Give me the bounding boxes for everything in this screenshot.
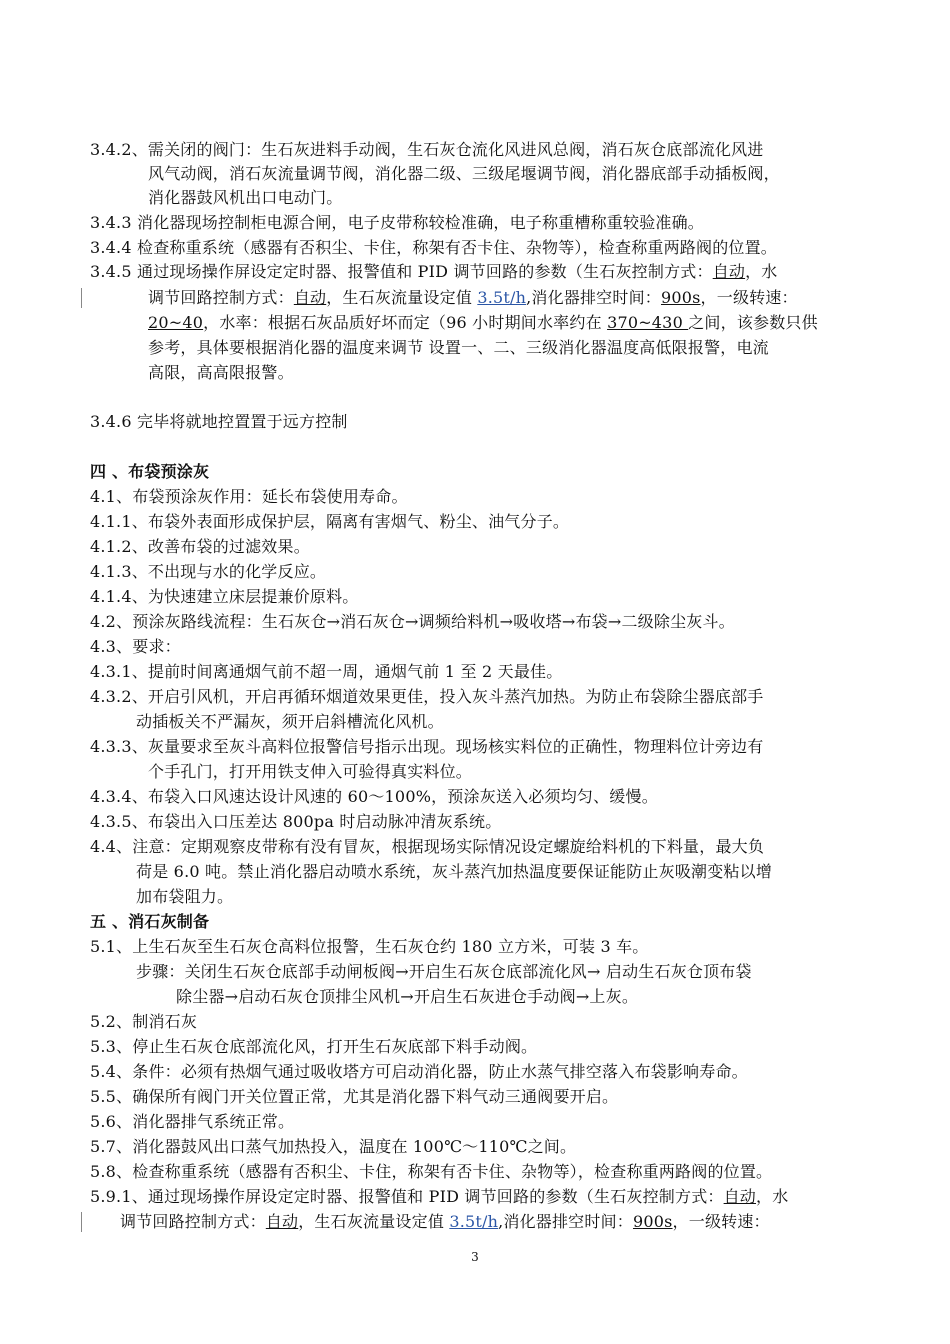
paragraph-line: 除尘器→启动石灰仓顶排尘风机→开启生石灰进仓手动阀→上灰。 xyxy=(176,987,639,1006)
text-run: 之间，该参数只供 xyxy=(688,313,818,332)
paragraph-line: 4.2、预涂灰路线流程：生石灰仓→消石灰仓→调频给料机→吸收塔→布袋→二级除尘灰斗。 xyxy=(90,612,735,631)
paragraph-line: 4.3.5、布袋出入口压差达 800pa 时启动脉冲清灰系统。 xyxy=(90,812,502,831)
paragraph-line: 5.8、检查称重系统（感器有否积尘、卡住，称架有否卡住、杂物等），检查称重两路阀的位置。 xyxy=(90,1162,773,1181)
paragraph-line: 高限，高高限报警。 xyxy=(148,363,294,382)
section-heading: 五 、消石灰制备 xyxy=(90,912,210,931)
paragraph-line: 5.2、制消石灰 xyxy=(90,1012,198,1031)
flow-setpoint-link[interactable]: 3.5t/h xyxy=(449,1212,499,1231)
text-run: ，水率：根据石灰品质好坏而定（96 小时期间水率约在 xyxy=(203,313,608,332)
paragraph-line: 荷是 6.0 吨。禁止消化器启动喷水系统，灰斗蒸汽加热温度要保证能防止灰吸潮变粘以增 xyxy=(136,862,773,881)
paragraph-line: 4.3.3、灰量要求至灰斗高料位报警信号指示出现。现场核实料位的正确性，物理料位计旁边有 xyxy=(90,737,764,756)
text-run: 3.4.5 通过现场操作屏设定定时器、报警值和 PID 调节回路的参数（生石灰控制方式： xyxy=(90,262,713,281)
underlined-value: 900s xyxy=(632,1212,673,1231)
text-run: ,消化器排空时间： xyxy=(526,288,661,307)
text-run: 调节回路控制方式： xyxy=(120,1212,266,1231)
paragraph-line xyxy=(120,1210,770,1234)
paragraph-line xyxy=(148,311,818,335)
paragraph-line xyxy=(90,1185,788,1209)
paragraph-line: 参考，具体要根据消化器的温度来调节 设置一、二、三级消化器温度高低限报警，电流 xyxy=(148,338,769,357)
paragraph-line: 动插板关不严漏灰，须开启斜槽流化风机。 xyxy=(136,712,444,731)
text-run: ，一级转速： xyxy=(672,1212,770,1231)
paragraph-line: 4.1、布袋预涂灰作用：延长布袋使用寿命。 xyxy=(90,487,408,506)
underlined-value: 370~430 xyxy=(607,313,689,332)
section-heading: 四 、布袋预涂灰 xyxy=(90,462,210,481)
paragraph-line: 步骤：关闭生石灰仓底部手动闸板阀→开启生石灰仓底部流化风→ 启动生石灰仓顶布袋 xyxy=(136,962,752,981)
paragraph-line: 5.3、停止生石灰仓底部流化风，打开生石灰底部下料手动阀。 xyxy=(90,1037,538,1056)
underlined-value: 自动 xyxy=(723,1187,757,1206)
paragraph-line: 4.1.1、布袋外表面形成保护层，隔离有害烟气、粉尘、油气分子。 xyxy=(90,512,570,531)
paragraph-line: 4.4、注意：定期观察皮带称有没有冒灰，根据现场实际情况设定螺旋给料机的下料量，最大负 xyxy=(90,837,765,856)
paragraph-line: 4.1.3、不出现与水的化学反应。 xyxy=(90,562,327,581)
flow-setpoint-link[interactable]: 3.5t/h xyxy=(477,288,527,307)
paragraph-line: 4.1.4、为快速建立床层提兼价原料。 xyxy=(90,587,359,606)
underlined-value: 自动 xyxy=(293,288,327,307)
paragraph-line: 5.7、消化器鼓风出口蒸气加热投入，温度在 100℃～110℃之间。 xyxy=(90,1137,577,1156)
paragraph-line: 3.4.3 消化器现场控制柜电源合闸，电子皮带称较检准确，电子称重槽称重较验准确。 xyxy=(90,213,704,232)
underlined-value: 900s xyxy=(660,288,701,307)
paragraph-line: 4.3.2、开启引风机，开启再循环烟道效果更佳，投入灰斗蒸汽加热。为防止布袋除尘器底部手 xyxy=(90,687,764,706)
margin-marker xyxy=(81,1212,82,1232)
paragraph-line: 消化器鼓风机出口电动门。 xyxy=(148,188,343,207)
paragraph-line: 4.3、要求： xyxy=(90,637,181,656)
text-run: 5.9.1、通过现场操作屏设定定时器、报警值和 PID 调节回路的参数（生石灰控制方式： xyxy=(90,1187,724,1206)
paragraph-line: 加布袋阻力。 xyxy=(136,887,234,906)
paragraph-line xyxy=(90,260,778,284)
text-run: ,消化器排空时间： xyxy=(498,1212,633,1231)
text-run: ，生石灰流量设定值 xyxy=(298,1212,450,1231)
text-run: 调节回路控制方式： xyxy=(148,288,294,307)
paragraph-line: 4.3.4、布袋入口风速达设计风速的 60～100%，预涂灰送入必须均匀、缓慢。 xyxy=(90,787,658,806)
paragraph-line: 3.4.2、需关闭的阀门：生石灰进料手动阀，生石灰仓流化风进风总阀，消石灰仓底部流化风进 xyxy=(90,140,764,159)
paragraph-line: 5.6、消化器排气系统正常。 xyxy=(90,1112,295,1131)
text-run: ，生石灰流量设定值 xyxy=(326,288,478,307)
paragraph-line xyxy=(148,286,798,310)
paragraph-line: 4.1.2、改善布袋的过滤效果。 xyxy=(90,537,310,556)
paragraph-line: 风气动阀，消石灰流量调节阀，消化器二级、三级尾堰调节阀，消化器底部手动插板阀， xyxy=(148,164,780,183)
margin-marker xyxy=(81,288,82,308)
page-number: 3 xyxy=(471,1250,479,1264)
text-run: ，一级转速： xyxy=(700,288,798,307)
paragraph-line: 4.3.1、提前时间离通烟气前不超一周，通烟气前 1 至 2 天最佳。 xyxy=(90,662,563,681)
paragraph-line: 5.4、条件：必须有热烟气通过吸收塔方可启动消化器，防止水蒸气排空落入布袋影响寿命。 xyxy=(90,1062,748,1081)
text-run: ，水 xyxy=(745,262,778,281)
paragraph-line: 个手孔门，打开用铁支伸入可验得真实料位。 xyxy=(148,762,473,781)
paragraph-line: 5.1、上生石灰至生石灰仓高料位报警，生石灰仓约 180 立方米，可装 3 车。 xyxy=(90,937,649,956)
underlined-value: 20~40 xyxy=(148,313,204,332)
underlined-value: 自动 xyxy=(265,1212,299,1231)
text-run: ，水 xyxy=(756,1187,789,1206)
paragraph-line: 3.4.6 完毕将就地控置置于远方控制 xyxy=(90,412,348,431)
underlined-value: 自动 xyxy=(712,262,746,281)
paragraph-line: 3.4.4 检查称重系统（感器有否积尘、卡住，称架有否卡住、杂物等），检查称重两路阀的位置。 xyxy=(90,238,777,257)
paragraph-line: 5.5、确保所有阀门开关位置正常，尤其是消化器下料气动三通阀要开启。 xyxy=(90,1087,619,1106)
